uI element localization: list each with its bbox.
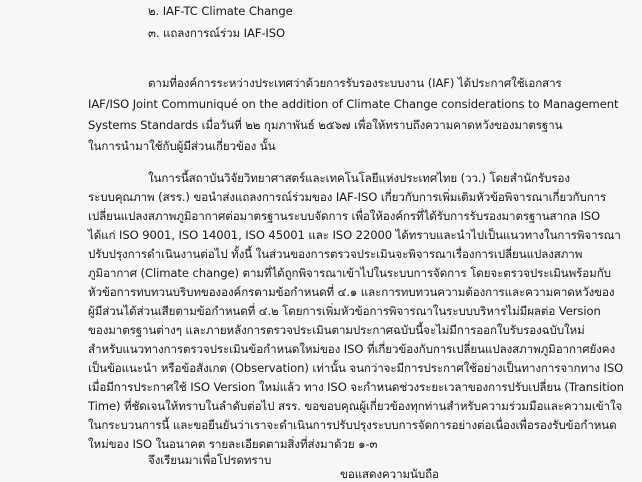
paragraph2-line: สำหรับแนวทางการตรวจประเมินข้อกำหนดใหม่ของ ISO ที่เกี่ยวข้องกับการเปลี่ยนแปลงสภาพภูมิอากาศยังคง	[88, 342, 616, 356]
paragraph2-line: Time) ที่ชัดเจนให้ทราบในลำดับต่อไป สรร. ขอขอบคุณผู้เกี่ยวข้องทุกท่านสำหรับความร่วมมือและความเข้าใจ	[88, 399, 623, 413]
paragraph2-line: ผู้มีส่วนได้ส่วนเสียตามข้อกำหนดที่ ๔.๒ โดยการเพิ่มหัวข้อการพิจารณาในระบบบริหารไม่มีผลต่อ Version	[88, 304, 601, 318]
paragraph2-line: เป็นข้อแนะนำ หรือข้อสังเกต (Observation) เท่านั้น จนกว่าจะมีการประกาศใช้อย่างเป็นทางการจากทาง ISO	[88, 361, 624, 375]
attachment-2: ๒. IAF-TC Climate Change	[148, 4, 293, 18]
paragraph2-line: ใหม่ของ ISO ในอนาคต รายละเอียดตามสิ่งที่ส่งมาด้วย ๑-๓	[88, 437, 378, 451]
paragraph2-line: เปลี่ยนแปลงสภาพภูมิอากาศต่อมาตรฐานระบบจัดการ เพื่อให้องค์กรที่ได้รับการรับรองมาตรฐานสากล ISO	[88, 209, 601, 223]
paragraph1-line: ตามที่องค์การระหว่างประเทศว่าด้วยการรับรองระบบงาน (IAF) ได้ประกาศใช้เอกสาร	[148, 76, 562, 90]
paragraph2-line: ระบบคุณภาพ (สรร.) ขอนำส่งแถลงการณ์ร่วมของ IAF-ISO เกี่ยวกับการเพิ่มเติมหัวข้อพิจารณาเกี่ยวกับการ	[88, 190, 607, 204]
paragraph2-line: หัวข้อการทบทวนบริบทขององค์กรตามข้อกำหนดที่ ๔.๑ และการทบทวนความต้องการและความคาดหวังของ	[88, 285, 615, 299]
attachment-3: ๓. แถลงการณ์ร่วม IAF-ISO	[148, 26, 286, 40]
paragraph2-line: ปรับปรุงการดำเนินงานต่อไป ทั้งนี้ ในส่วนของการตรวจประเมินจะพิจารณาเรื่องการเปลี่ยนแปลงสภาพ	[88, 247, 583, 261]
paragraph2-line: ภูมิอากาศ (Climate change) ตามที่ได้ถูกพิจารณาเข้าไปในระบบการจัดการ โดยจะตรวจประเมินพร้อมกับ	[88, 266, 611, 280]
paragraph1-line: Systems Standards เมื่อวันที่ ๒๒ กุมภาพันธ์ ๒๕๖๗ เพื่อให้ทราบถึงความคาดหวังของมาตรฐาน	[88, 118, 563, 132]
closing-line: จึงเรียนมาเพื่อโปรดทราบ	[148, 453, 272, 467]
paragraph2-line: ในกระบวนการนี้ และขอยืนยันว่าเราจะดำเนินการปรับปรุงระบบการจัดการอย่างต่อเนื่องเพื่อรองรับข้อกำหนด	[88, 418, 617, 432]
paragraph1-line: ในการนำมาใช้กับผู้มีส่วนเกี่ยวข้อง นั้น	[88, 139, 276, 153]
paragraph2-line: ในการนี้สถาบันวิจัยวิทยาศาสตร์และเทคโนโลยีแห่งประเทศไทย (วว.) โดยสำนักรับรอง	[148, 171, 570, 185]
paragraph2-line: ของมาตรฐานต่างๆ และภายหลังการตรวจประเมินตามประกาศฉบับนี้จะไม่มีการออกใบรับรองฉบับใหม่	[88, 323, 585, 337]
signoff-line: ขอแสดงความนับถือ	[340, 467, 439, 481]
paragraph2-line: เมื่อมีการประกาศใช้ ISO Version ใหม่แล้ว ทาง ISO จะกำหนดช่วงระยะเวลาของการปรับเปลี่ยน (Transition	[88, 380, 624, 394]
paragraph1-line: IAF/ISO Joint Communiqué on the addition of Climate Change considerations to Management	[88, 97, 619, 111]
paragraph2-line: ได้แก่ ISO 9001, ISO 14001, ISO 45001 และ ISO 22000 ได้ทราบและนำไปเป็นแนวทางในการพิจารณา	[88, 228, 621, 242]
